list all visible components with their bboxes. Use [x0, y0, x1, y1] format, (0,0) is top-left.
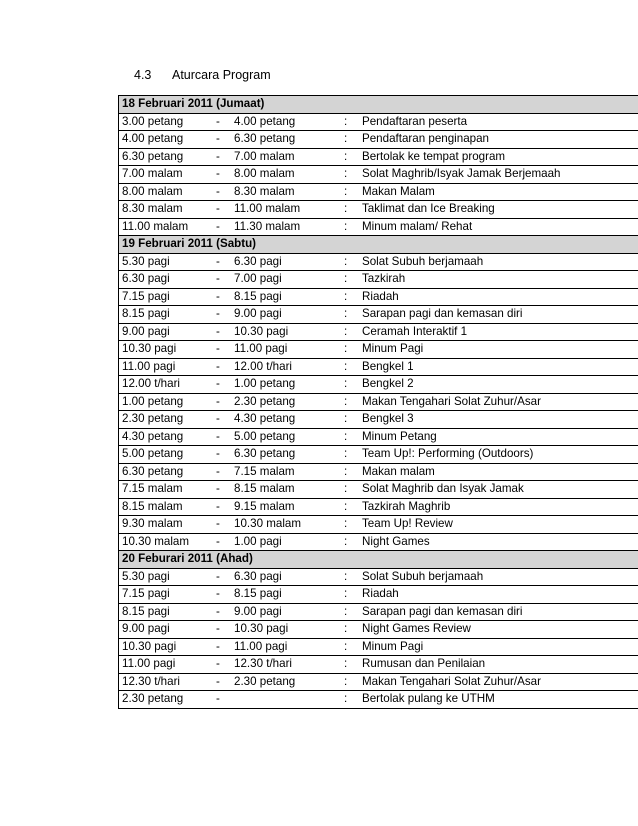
schedule-row	[119, 201, 638, 219]
activity-colon: :	[344, 674, 348, 688]
schedule-row-content	[119, 254, 638, 271]
end-time: 6.30 petang	[234, 447, 296, 460]
schedule-row	[119, 428, 638, 446]
activity-colon: :	[344, 622, 348, 635]
schedule-row	[119, 568, 638, 586]
start-time: 7.15 pagi	[122, 289, 170, 303]
schedule-row-content	[119, 166, 638, 183]
activity-text: Riadah	[362, 587, 399, 600]
schedule-row	[119, 288, 638, 306]
activity-text: Makan Malam	[362, 184, 435, 198]
schedule-cell	[119, 323, 638, 341]
time-dash: -	[216, 657, 220, 670]
schedule-cell	[119, 516, 638, 534]
activity-colon: :	[344, 412, 348, 425]
time-dash: -	[216, 517, 220, 530]
schedule-row	[119, 253, 638, 271]
program-schedule-table	[118, 95, 638, 709]
activity-text: Night Games	[362, 534, 430, 548]
activity-colon: :	[344, 149, 348, 163]
schedule-row	[119, 131, 638, 149]
schedule-row	[119, 393, 638, 411]
start-time: 6.30 petang	[122, 464, 184, 478]
schedule-row-content	[119, 306, 638, 323]
schedule-cell	[119, 166, 638, 184]
time-dash: -	[216, 534, 220, 548]
start-time: 8.15 pagi	[122, 604, 170, 618]
schedule-row-content	[119, 446, 638, 463]
schedule-row-content	[119, 184, 638, 201]
end-time: 2.30 petang	[234, 394, 296, 408]
schedule-cell	[119, 621, 638, 639]
time-dash: -	[216, 202, 220, 215]
schedule-row	[119, 463, 638, 481]
activity-colon: :	[344, 447, 348, 460]
activity-text: Solat Maghrib/Isyak Jamak Berjemaah	[362, 167, 561, 180]
schedule-cell	[119, 463, 638, 481]
activity-text: Sarapan pagi dan kemasan diri	[362, 307, 523, 320]
schedule-cell	[119, 148, 638, 166]
time-dash: -	[216, 429, 220, 443]
schedule-row-content	[119, 639, 638, 656]
schedule-row	[119, 166, 638, 184]
start-time: 5.00 petang	[122, 447, 184, 460]
activity-colon: :	[344, 604, 348, 618]
start-time: 6.30 pagi	[122, 272, 170, 285]
activity-text: Minum malam/ Rehat	[362, 219, 473, 233]
time-dash: -	[216, 587, 220, 600]
activity-colon: :	[344, 254, 348, 268]
start-time: 8.30 malam	[122, 202, 183, 215]
schedule-cell	[119, 376, 638, 394]
end-time: 1.00 pagi	[234, 534, 282, 548]
activity-text: Makan Tengahari Solat Zuhur/Asar	[362, 674, 541, 688]
end-time: 10.30 pagi	[234, 324, 289, 338]
start-time: 2.30 petang	[122, 692, 184, 705]
schedule-row-content	[119, 569, 638, 586]
time-dash: -	[216, 412, 220, 425]
schedule-row	[119, 603, 638, 621]
schedule-row-content	[119, 499, 638, 516]
end-time: 12.00 t/hari	[234, 359, 293, 373]
activity-text: Solat Maghrib dan Isyak Jamak	[362, 482, 524, 495]
schedule-cell	[119, 271, 638, 289]
activity-text: Pendaftaran penginapan	[362, 132, 489, 145]
activity-text: Bengkel 3	[362, 412, 414, 425]
end-time: 9.00 pagi	[234, 307, 282, 320]
activity-colon: :	[344, 534, 348, 548]
section-title: Aturcara Program	[172, 68, 271, 82]
schedule-row	[119, 691, 638, 709]
activity-colon: :	[344, 499, 348, 513]
schedule-row	[119, 113, 638, 131]
schedule-row-content	[119, 691, 638, 708]
end-time: 11.00 pagi	[234, 639, 288, 653]
schedule-row	[119, 358, 638, 376]
schedule-row-content	[119, 429, 638, 446]
start-time: 8.00 malam	[122, 184, 183, 198]
start-time: 11.00 malam	[122, 219, 189, 233]
start-time: 11.00 pagi	[122, 359, 176, 373]
start-time: 7.15 malam	[122, 482, 183, 495]
schedule-cell	[119, 638, 638, 656]
schedule-row	[119, 446, 638, 464]
schedule-row-content	[119, 534, 638, 551]
start-time: 7.00 malam	[122, 167, 183, 180]
start-time: 10.30 pagi	[122, 639, 177, 653]
schedule-row-content	[119, 289, 638, 306]
end-time	[234, 691, 344, 708]
time-dash: -	[216, 377, 220, 390]
end-time: 6.30 petang	[234, 132, 296, 145]
activity-colon: :	[344, 307, 348, 320]
start-time: 8.15 malam	[122, 499, 183, 513]
activity-colon: :	[344, 167, 348, 180]
day-title: 18 Februari 2011 (Jumaat)	[119, 96, 638, 114]
activity-colon: :	[344, 219, 348, 233]
time-dash: -	[216, 639, 220, 653]
end-time: 2.30 petang	[234, 674, 296, 688]
end-time: 1.00 petang	[234, 377, 296, 390]
start-time: 9.00 pagi	[122, 622, 170, 635]
schedule-row-content	[119, 481, 638, 498]
time-dash: -	[216, 149, 220, 163]
start-time: 4.00 petang	[122, 132, 184, 145]
start-time: 7.15 pagi	[122, 587, 170, 600]
schedule-cell	[119, 341, 638, 359]
activity-text: Bengkel 2	[362, 377, 414, 390]
schedule-row-content	[119, 464, 638, 481]
activity-colon: :	[344, 657, 348, 670]
end-time: 7.15 malam	[234, 464, 295, 478]
schedule-row-content	[119, 516, 638, 533]
time-dash: -	[216, 394, 220, 408]
activity-text: Solat Subuh berjamaah	[362, 569, 484, 583]
schedule-row	[119, 533, 638, 551]
activity-colon: :	[344, 132, 348, 145]
activity-text: Minum Petang	[362, 429, 437, 443]
end-time: 5.00 petang	[234, 429, 296, 443]
activity-text: Riadah	[362, 289, 399, 303]
schedule-cell	[119, 218, 638, 236]
schedule-row-content	[119, 271, 638, 288]
schedule-row-content	[119, 219, 638, 236]
activity-text: Pendaftaran peserta	[362, 114, 468, 128]
activity-text: Sarapan pagi dan kemasan diri	[362, 604, 523, 618]
schedule-row	[119, 498, 638, 516]
time-dash: -	[216, 674, 220, 688]
activity-text: Makan Tengahari Solat Zuhur/Asar	[362, 394, 541, 408]
schedule-row-content	[119, 359, 638, 376]
end-time: 12.30 t/hari	[234, 657, 293, 670]
schedule-cell	[119, 673, 638, 691]
schedule-cell	[119, 288, 638, 306]
activity-text: Bertolak ke tempat program	[362, 149, 506, 163]
time-dash: -	[216, 692, 220, 705]
time-dash: -	[216, 359, 220, 373]
schedule-row-content	[119, 656, 638, 673]
end-time: 4.00 petang	[234, 114, 296, 128]
activity-colon: :	[344, 359, 348, 373]
schedule-row	[119, 516, 638, 534]
end-time: 7.00 pagi	[234, 272, 282, 285]
schedule-row-content	[119, 411, 638, 428]
start-time: 9.30 malam	[122, 517, 183, 530]
activity-text: Minum Pagi	[362, 639, 424, 653]
activity-colon: :	[344, 639, 348, 653]
schedule-row-content	[119, 149, 638, 166]
schedule-cell	[119, 411, 638, 429]
schedule-row-content	[119, 131, 638, 148]
activity-colon: :	[344, 114, 348, 128]
end-time: 8.30 malam	[234, 184, 295, 198]
activity-colon: :	[344, 429, 348, 443]
start-time: 8.15 pagi	[122, 307, 170, 320]
start-time: 9.00 pagi	[122, 324, 170, 338]
activity-colon: :	[344, 377, 348, 390]
time-dash: -	[216, 167, 220, 180]
time-dash: -	[216, 482, 220, 495]
schedule-cell	[119, 306, 638, 324]
activity-colon: :	[344, 692, 348, 705]
day-header-row	[119, 551, 638, 569]
schedule-row	[119, 341, 638, 359]
end-time: 11.00 pagi	[234, 342, 288, 355]
schedule-cell	[119, 481, 638, 499]
end-time: 10.30 pagi	[234, 622, 289, 635]
activity-text: Night Games Review	[362, 622, 471, 635]
schedule-row	[119, 306, 638, 324]
schedule-cell	[119, 691, 638, 709]
schedule-row	[119, 183, 638, 201]
day-title: 20 Feburari 2011 (Ahad)	[119, 551, 638, 569]
activity-text: Tazkirah Maghrib	[362, 499, 451, 513]
activity-colon: :	[344, 517, 348, 530]
schedule-row	[119, 481, 638, 499]
activity-colon: :	[344, 202, 348, 215]
start-time: 6.30 petang	[122, 149, 184, 163]
activity-text: Makan malam	[362, 464, 435, 478]
end-time: 8.15 pagi	[234, 587, 282, 600]
schedule-row	[119, 148, 638, 166]
schedule-row	[119, 411, 638, 429]
end-time: 8.00 malam	[234, 167, 295, 180]
schedule-row	[119, 656, 638, 674]
section-heading	[134, 68, 271, 82]
schedule-cell	[119, 428, 638, 446]
schedule-cell	[119, 183, 638, 201]
end-time: 6.30 pagi	[234, 569, 282, 583]
end-time: 9.15 malam	[234, 499, 295, 513]
activity-colon: :	[344, 587, 348, 600]
time-dash: -	[216, 324, 220, 338]
section-number: 4.3	[134, 68, 152, 82]
activity-text: Rumusan dan Penilaian	[362, 657, 486, 670]
schedule-row-content	[119, 604, 638, 621]
schedule-row-content	[119, 674, 638, 691]
activity-colon: :	[344, 324, 348, 338]
start-time: 12.00 t/hari	[122, 377, 181, 390]
schedule-cell	[119, 498, 638, 516]
start-time: 5.30 pagi	[122, 569, 170, 583]
schedule-row-content	[119, 586, 638, 603]
activity-text: Minum Pagi	[362, 342, 424, 355]
day-header-row	[119, 96, 638, 114]
activity-colon: :	[344, 289, 348, 303]
activity-text: Ceramah Interaktif 1	[362, 324, 468, 338]
schedule-cell	[119, 446, 638, 464]
schedule-row	[119, 621, 638, 639]
end-time: 6.30 pagi	[234, 254, 282, 268]
activity-colon: :	[344, 394, 348, 408]
schedule-cell	[119, 568, 638, 586]
schedule-row-content	[119, 341, 638, 358]
start-time: 10.30 malam	[122, 534, 190, 548]
schedule-body	[119, 96, 638, 709]
time-dash: -	[216, 132, 220, 145]
end-time: 11.30 malam	[234, 219, 301, 233]
start-time: 1.00 petang	[122, 394, 184, 408]
schedule-cell	[119, 656, 638, 674]
activity-colon: :	[344, 342, 348, 355]
time-dash: -	[216, 342, 220, 355]
start-time: 11.00 pagi	[122, 657, 176, 670]
time-dash: -	[216, 307, 220, 320]
time-dash: -	[216, 569, 220, 583]
schedule-cell	[119, 603, 638, 621]
end-time: 11.00 malam	[234, 202, 301, 215]
activity-colon: :	[344, 464, 348, 478]
start-time: 2.30 petang	[122, 412, 184, 425]
day-title: 19 Februari 2011 (Sabtu)	[119, 236, 638, 254]
schedule-row	[119, 218, 638, 236]
schedule-row-content	[119, 621, 638, 638]
schedule-cell	[119, 358, 638, 376]
schedule-row-content	[119, 324, 638, 341]
schedule-cell	[119, 533, 638, 551]
time-dash: -	[216, 289, 220, 303]
time-dash: -	[216, 272, 220, 285]
end-time: 9.00 pagi	[234, 604, 282, 618]
time-dash: -	[216, 499, 220, 513]
schedule-cell	[119, 586, 638, 604]
end-time: 8.15 pagi	[234, 289, 282, 303]
activity-colon: :	[344, 569, 348, 583]
schedule-cell	[119, 131, 638, 149]
start-time: 5.30 pagi	[122, 254, 170, 268]
schedule-row	[119, 673, 638, 691]
schedule-row	[119, 638, 638, 656]
time-dash: -	[216, 114, 220, 128]
start-time: 3.00 petang	[122, 114, 184, 128]
schedule-row	[119, 586, 638, 604]
end-time: 7.00 malam	[234, 149, 295, 163]
time-dash: -	[216, 622, 220, 635]
start-time: 10.30 pagi	[122, 342, 177, 355]
schedule-row	[119, 376, 638, 394]
schedule-row	[119, 271, 638, 289]
time-dash: -	[216, 464, 220, 478]
activity-text: Solat Subuh berjamaah	[362, 254, 484, 268]
schedule-cell	[119, 201, 638, 219]
schedule-cell	[119, 253, 638, 271]
end-time: 4.30 petang	[234, 412, 296, 425]
schedule-row-content	[119, 394, 638, 411]
schedule-cell	[119, 393, 638, 411]
schedule-row-content	[119, 201, 638, 218]
activity-text: Bengkel 1	[362, 359, 414, 373]
time-dash: -	[216, 219, 220, 233]
schedule-cell	[119, 113, 638, 131]
day-header-row	[119, 236, 638, 254]
time-dash: -	[216, 184, 220, 198]
schedule-row-content	[119, 114, 638, 131]
schedule-row	[119, 323, 638, 341]
activity-text: Team Up! Review	[362, 517, 453, 530]
activity-colon: :	[344, 184, 348, 198]
time-dash: -	[216, 254, 220, 268]
activity-colon: :	[344, 272, 348, 285]
activity-text: Bertolak pulang ke UTHM	[362, 692, 495, 705]
time-dash: -	[216, 604, 220, 618]
schedule-row-content	[119, 376, 638, 393]
end-time: 8.15 malam	[234, 482, 295, 495]
start-time: 4.30 petang	[122, 429, 184, 443]
activity-colon: :	[344, 482, 348, 495]
activity-text: Team Up!: Performing (Outdoors)	[362, 447, 534, 460]
end-time: 10.30 malam	[234, 517, 302, 530]
activity-text: Tazkirah	[362, 272, 406, 285]
activity-text: Taklimat dan Ice Breaking	[362, 202, 495, 215]
time-dash: -	[216, 447, 220, 460]
start-time: 12.30 t/hari	[122, 674, 181, 688]
